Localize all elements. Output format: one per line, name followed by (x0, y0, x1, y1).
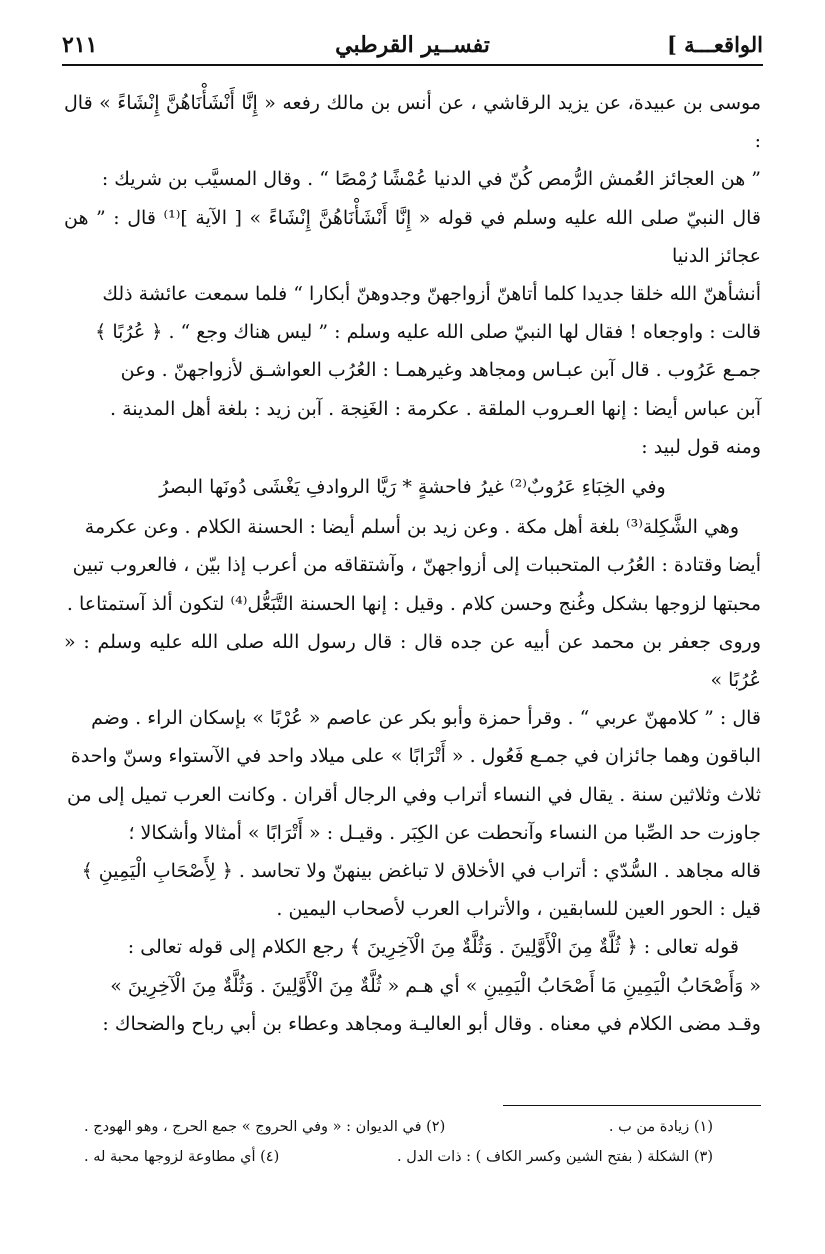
footnote-4: (٤) أي مطاوعة لزوجها محبة له . (84, 1149, 280, 1165)
text-line: قال النبيّ صلى الله عليه وسلم في قوله « إِنَّا أَنْشَأْنَاهُنَّ إِنْشَاءً » [ الآية ]⁽¹⁾ قال : ” هن عجائز الدنيا (64, 206, 761, 267)
text-line: قاله مجاهد . السُّدّي : أتراب في الأخلاق لا تباغض بينهنّ ولا تحاسد . ﴿ لِأَصْحَابِ الْيَمِينِ ﴾ (81, 860, 761, 883)
text-line: « وَأَصْحَابُ الْيَمِينِ مَا أَصْحَابُ الْيَمِينِ » أي هـم « ثُلَّةٌ مِنَ الْأَوَّلِينَ . وَثُلَّةٌ مِنَ الْآخِرِينَ » (110, 974, 761, 997)
text-line: ” هن العجائز العُمش الرُّمص كُنّ في الدنيا عُمْشًا رُمْصًا “ . وقال المسيَّب بن شريك : (101, 168, 761, 191)
footnotes (84, 1112, 713, 1172)
main-text (64, 84, 761, 1043)
text-line: محبتها لزوجها بشكل وغُنج وحسن كلام . وقيل : إنها الحسنة التَّبَعُّل⁽⁴⁾ لتكون ألذ آستمتاعا . (66, 592, 761, 615)
page-header (62, 28, 763, 64)
text-line: الباقون وهما جائزان في جمـع فَعُول . « أَتْرَابًا » على ميلاد واحد في الآستواء وسنّ واحدة (70, 745, 761, 768)
poetry-verse: وفي الخِبَاءِ عَرُوبٌ⁽²⁾ غيرُ فاحشةٍ * رَيَّا الروادفِ يَغْشَى دُونَها البصرُ (159, 476, 666, 499)
text-line: وقـد مضى الكلام في معناه . وقال أبو العاليـة ومجاهد وعطاء بن أبي رباح والضحاك : (102, 1012, 761, 1035)
text-line: ثلاث وثلاثين سنة . يقال في النساء أتراب وفي الرجال أقران . وكانت العرب تميل إلى من (66, 783, 761, 806)
text-line: أيضا وقتادة : العُرُب المتحببات إلى أزواجهنّ ، وآشتقاقه من أعرب إذا بيّن ، فالعروب تبين (72, 554, 761, 577)
text-line: قوله تعالى : ﴿ ثُلَّةٌ مِنَ الْأَوَّلِينَ . وَثُلَّةٌ مِنَ الْآخِرِينَ ﴾ رجع الكلام إلى قوله تعالى : (127, 936, 739, 959)
book-title: تفســير القرطبي (335, 32, 490, 58)
text-line: وروى جعفر بن محمد عن أبيه عن جده قال : قال رسول الله صلى الله عليه وسلم : « عُرُبًا » (64, 630, 761, 692)
text-line: وهي الشَّكِلة⁽³⁾ بلغة أهل مكة . وعن زيد بن أسلم أيضا : الحسنة الكلام . وعن عكرمة (84, 516, 739, 539)
text-line: جاوزت حد الصِّبا من النساء وآنحطت عن الكِبَر . وقيـل : « أَتْرَابًا » أمثالا وأشكالا ؛ (128, 821, 761, 844)
footnote-2: (٢) في الديوان : « وفي الحروج » جمع الحرج ، وهو الهودج . (84, 1119, 446, 1135)
text-line: جمـع عَرُوب . قال آبن عبـاس ومجاهد وغيرهمـا : العُرُب العواشـق لأزواجهنّ . وعن (120, 359, 761, 382)
header-rule (62, 64, 763, 66)
chapter-name: الواقعـــة ] (666, 32, 763, 57)
text-line: قالت : واوجعاه ! فقال لها النبيّ صلى الله عليه وسلم : ” ليس هناك وجع “ . ﴿ عُرُبًا ﴾ (95, 321, 761, 344)
footnote-row (84, 1112, 713, 1142)
text-line: موسى بن عبيدة، عن يزيد الرقاشي ، عن أنس بن مالك رفعه « إِنَّا أَنْشَأْنَاهُنَّ إِنْشَاءً » قال : (64, 92, 761, 153)
text-line: قيل : الحور العين للسابقين ، والأتراب العرب لأصحاب اليمين . (276, 898, 761, 921)
footnote-3: (٣) الشكلة ( بفتح الشين وكسر الكاف ) : ذات الدل . (397, 1149, 713, 1165)
footnote-1: (١) زيادة من ب . (608, 1119, 713, 1135)
text-line: قال : ” كلامهنّ عربي “ . وقرأ حمزة وأبو بكر عن عاصم « عُرْبًا » بإسكان الراء . وضم (91, 707, 761, 730)
footnote-row (84, 1142, 713, 1172)
text-line: آبن عباس أيضا : إنها العـروب الملقة . عكرمة : الغَنِجة . آبن زيد : بلغة أهل المدينة . (110, 397, 761, 420)
text-line: أنشأهنّ الله خلقا جديدا كلما أتاهنّ أزواجهنّ وجدوهنّ أبكارا “ فلما سمعت عائشة ذلك (102, 283, 761, 306)
text-line: ومنه قول لبيد : (641, 435, 761, 458)
footnote-rule (503, 1105, 761, 1106)
page-number: ٢١١ (62, 32, 98, 58)
